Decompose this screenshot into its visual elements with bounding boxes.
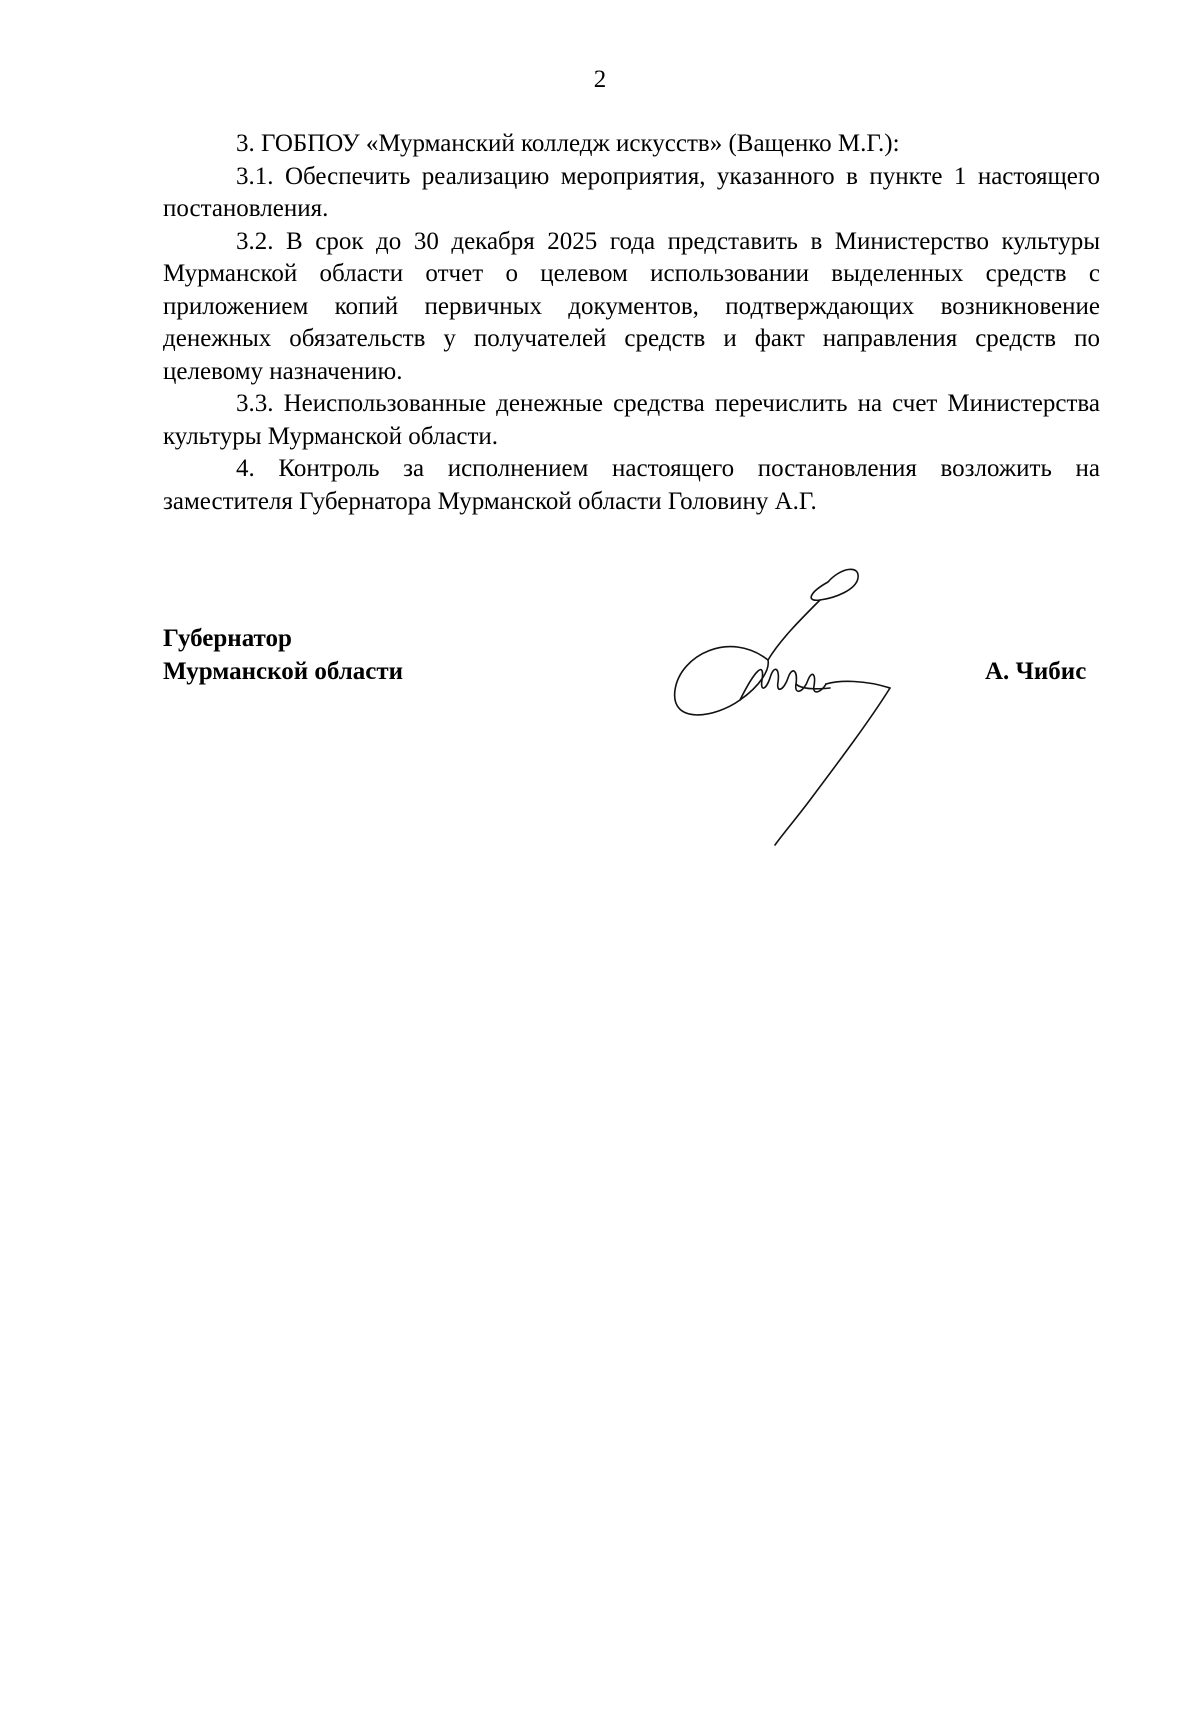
signatory-title-line1: Губернатор bbox=[163, 625, 292, 652]
handwritten-signature bbox=[670, 560, 930, 850]
paragraph-item-4: 4. Контроль за исполнением настоящего постановления возложить на заместителя Губернатора Мурманской области Головину А.Г. bbox=[163, 455, 1100, 515]
paragraph-item-3-3: 3.3. Неиспользованные денежные средства перечислить на счет Министерства культуры Мурманской области. bbox=[163, 390, 1100, 450]
paragraph-item-3-2: 3.2. В срок до 30 декабря 2025 года представить в Министерство культуры Мурманской области отчет о целевом использовании выделенных средств с приложением копий первичных документов, подтверждающих возникновение денежных обязательств у получателей средств и факт направления средств по целевому назначению. bbox=[163, 227, 1100, 385]
signatory-title-line2: Мурманской области bbox=[163, 658, 404, 685]
document-body bbox=[163, 128, 1100, 518]
signatory-name: А. Чибис bbox=[985, 658, 1087, 685]
page-number: 2 bbox=[593, 66, 607, 93]
paragraph-item-3: 3. ГОБПОУ «Мурманский колледж искусств» (Ващенко М.Г.): bbox=[236, 130, 900, 157]
signatory-title bbox=[163, 622, 403, 688]
paragraph-item-3-1: 3.1. Обеспечить реализацию мероприятия, указанного в пункте 1 настоящего постановления. bbox=[163, 162, 1100, 222]
